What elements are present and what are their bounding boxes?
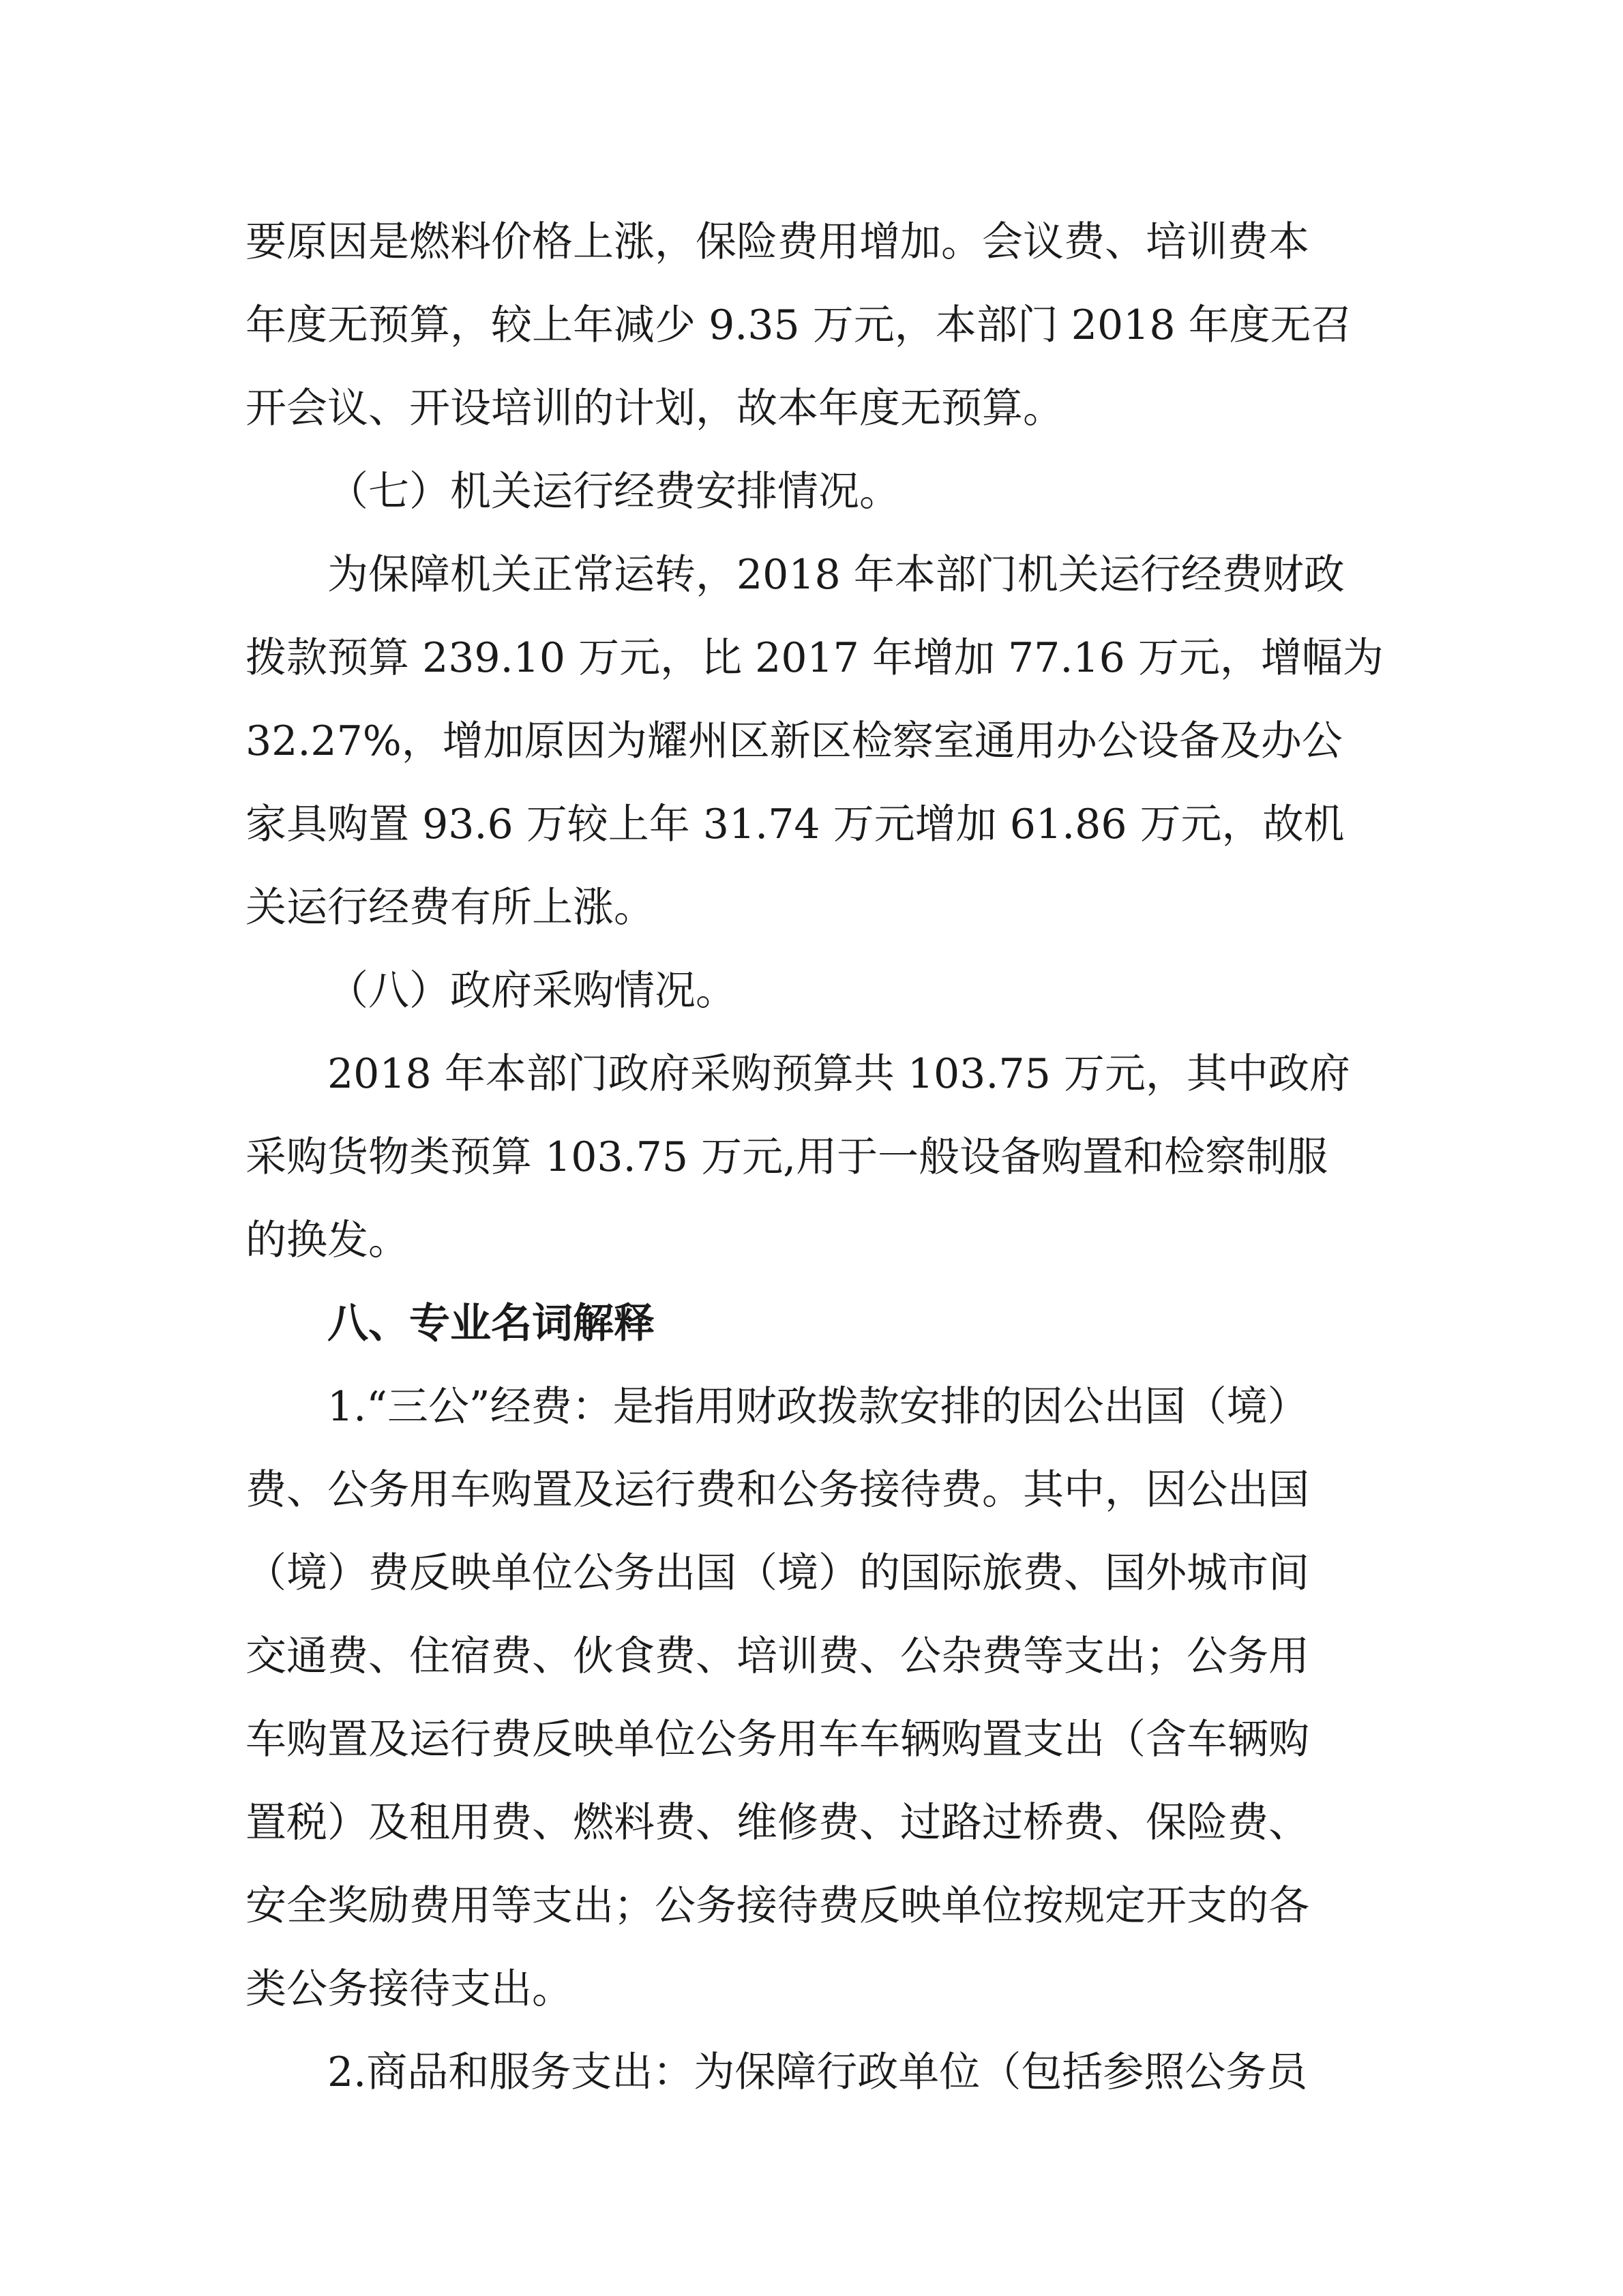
- paragraph-line: 1.“三公”经费：是指用财政拨款安排的因公出国（境）: [327, 1383, 1309, 1431]
- paragraph-line: 为保障机关正常运转，2018 年本部门机关运行经费财政: [327, 551, 1345, 599]
- paragraph-line: 费、公务用车购置及运行费和公务接待费。其中，因公出国: [245, 1466, 1309, 1514]
- paragraph-line: 拨款预算 239.10 万元，比 2017 年增加 77.16 万元，增幅为: [245, 634, 1384, 682]
- paragraph-line: 的换发。: [245, 1217, 409, 1264]
- paragraph-line: 类公务接待支出。: [245, 1965, 573, 2013]
- paragraph-line: 要原因是燃料价格上涨，保险费用增加。会议费、培训费本: [245, 218, 1309, 266]
- paragraph-line: 2018 年本部门政府采购预算共 103.75 万元，其中政府: [327, 1050, 1350, 1098]
- paragraph-line: 车购置及运行费反映单位公务用车车辆购置支出（含车辆购: [245, 1716, 1309, 1763]
- paragraph-line: 年度无预算，较上年减少 9.35 万元，本部门 2018 年度无召: [245, 301, 1352, 349]
- paragraph-line: 关运行经费有所上涨。: [245, 884, 655, 931]
- section-heading: （八）政府采购情况。: [327, 967, 736, 1015]
- chapter-heading: 八、专业名词解释: [327, 1300, 655, 1347]
- paragraph-line: 采购货物类预算 103.75 万元,用于一般设备购置和检察制服: [245, 1133, 1328, 1181]
- paragraph-line: 2.商品和服务支出：为保障行政单位（包括参照公务员: [327, 2048, 1308, 2096]
- section-heading: （七）机关运行经费安排情况。: [327, 468, 900, 516]
- paragraph-line: （境）费反映单位公务出国（境）的国际旅费、国外城市间: [245, 1549, 1309, 1597]
- paragraph-line: 交通费、住宿费、伙食费、培训费、公杂费等支出；公务用: [245, 1632, 1309, 1680]
- paragraph-line: 安全奖励费用等支出；公务接待费反映单位按规定开支的各: [245, 1882, 1309, 1930]
- paragraph-line: 32.27%，增加原因为耀州区新区检察室通用办公设备及办公: [245, 717, 1343, 765]
- paragraph-line: 置税）及租用费、燃料费、维修费、过路过桥费、保险费、: [245, 1799, 1309, 1847]
- paragraph-line: 开会议、开设培训的计划，故本年度无预算。: [245, 385, 1064, 432]
- paragraph-line: 家具购置 93.6 万较上年 31.74 万元增加 61.86 万元，故机: [245, 801, 1345, 848]
